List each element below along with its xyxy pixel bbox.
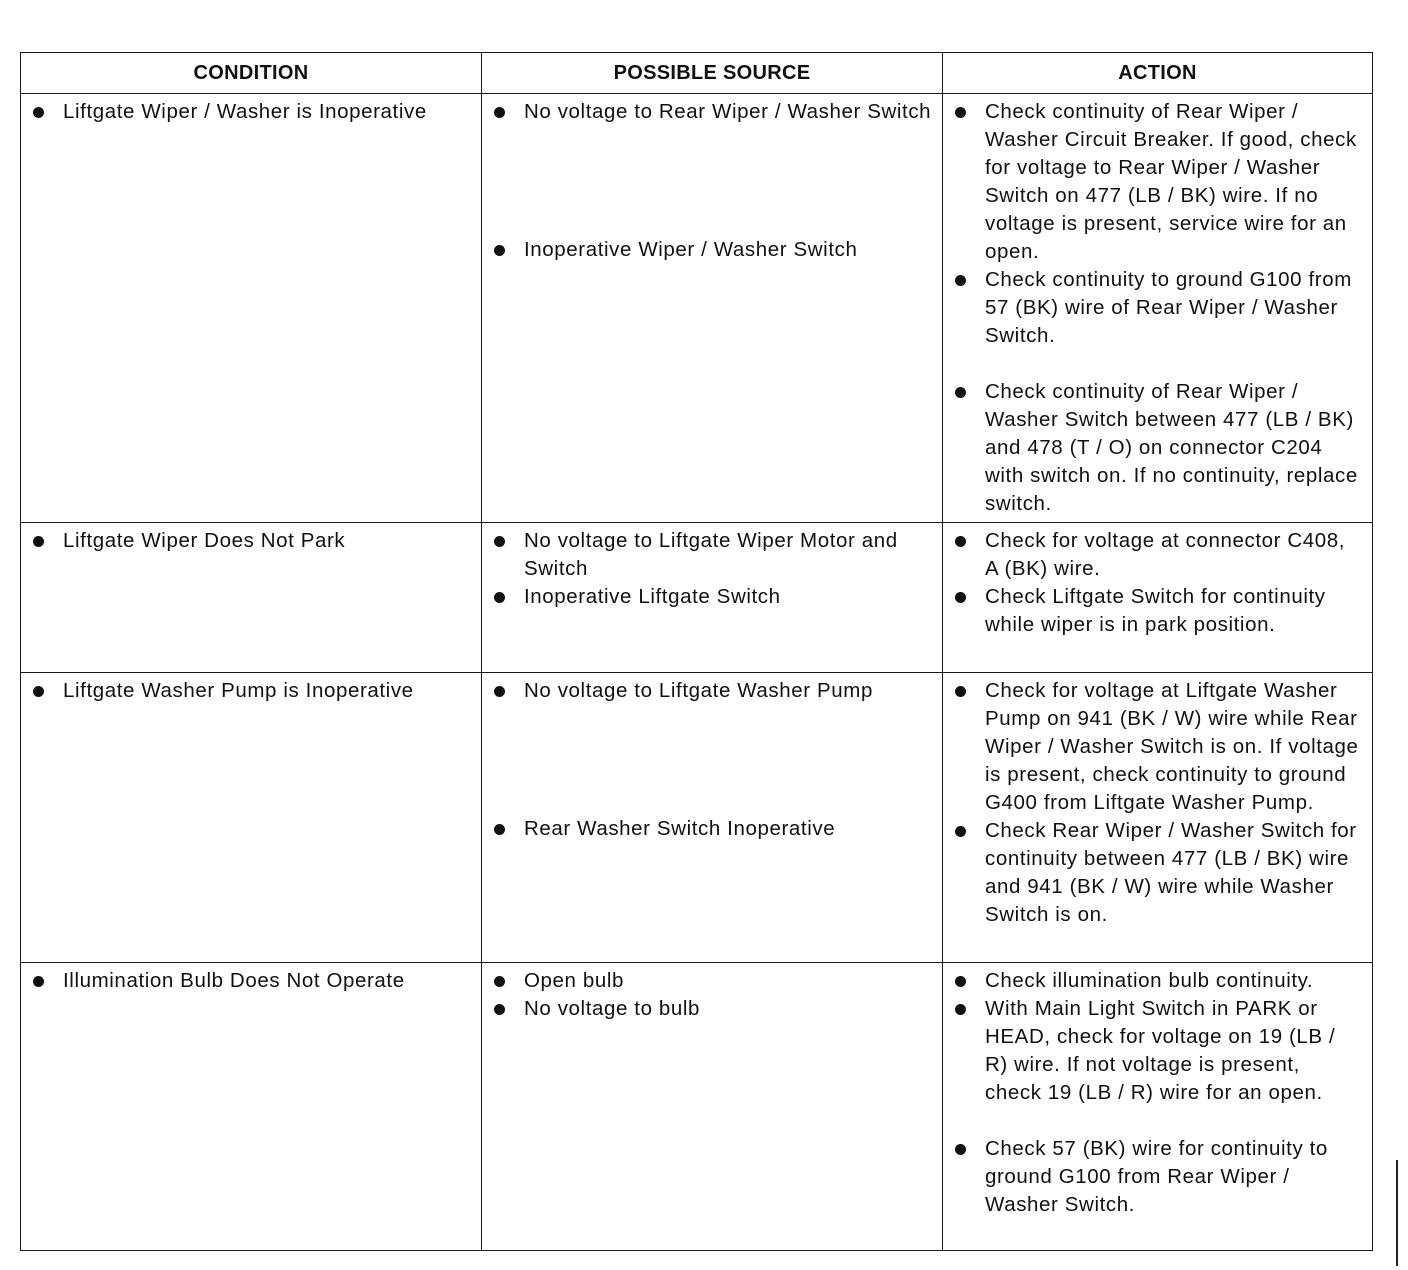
list-item	[29, 527, 471, 555]
list-item	[951, 1135, 1362, 1219]
source-cell	[482, 673, 943, 963]
bullet-icon	[951, 527, 985, 547]
action-text: With Main Light Switch in PARK or HEAD, check for voltage on 19 (LB / R) wire. If not voltage is present, check 19 (LB / R) wire for an open.	[985, 997, 1336, 1104]
page-edge-rule	[1396, 1160, 1398, 1266]
action-cell	[943, 673, 1373, 963]
list-item	[951, 677, 1362, 817]
condition-text: Liftgate Wiper / Washer is Inoperative	[63, 100, 427, 123]
list-item	[490, 815, 932, 843]
action-text: Check Rear Wiper / Washer Switch for continuity between 477 (LB / BK) wire and 941 (BK / W) wire while Washer Switch is on.	[985, 819, 1357, 926]
header-row	[21, 53, 1373, 94]
action-text: Check for voltage at connector C408, A (BK) wire.	[985, 529, 1346, 580]
bullet-icon	[490, 995, 524, 1015]
list-item	[951, 266, 1362, 350]
action-text: Check 57 (BK) wire for continuity to ground G100 from Rear Wiper / Washer Switch.	[985, 1137, 1328, 1216]
list-item	[951, 98, 1362, 266]
table-row	[21, 94, 1373, 523]
bullet-icon	[490, 815, 524, 835]
list-item	[29, 967, 471, 995]
table-row	[21, 963, 1373, 1251]
action-text: Check illumination bulb continuity.	[985, 969, 1314, 992]
bullet-icon	[490, 527, 524, 547]
list-item	[951, 583, 1362, 639]
source-text: Open bulb	[524, 969, 625, 992]
action-cell	[943, 94, 1373, 523]
list-item	[490, 995, 932, 1023]
list-item	[490, 98, 932, 126]
table-row	[21, 673, 1373, 963]
condition-header: CONDITION	[21, 53, 482, 94]
list-item	[490, 677, 932, 705]
diagnosis-table	[20, 52, 1373, 1251]
bullet-icon	[490, 677, 524, 697]
list-item	[951, 995, 1362, 1107]
list-item	[951, 378, 1362, 518]
source-text: No voltage to Rear Wiper / Washer Switch	[524, 100, 932, 123]
action-text: Check continuity of Rear Wiper / Washer Switch between 477 (LB / BK) and 478 (T / O) on connector C204 with switch on. If no continuity, replace switch.	[985, 380, 1358, 515]
list-item	[490, 967, 932, 995]
bullet-icon	[951, 967, 985, 987]
possible-source-header: POSSIBLE SOURCE	[482, 53, 943, 94]
list-item	[490, 236, 932, 264]
source-text: No voltage to bulb	[524, 997, 701, 1020]
source-text: No voltage to Liftgate Wiper Motor and Switch	[524, 529, 898, 580]
bullet-icon	[951, 995, 985, 1015]
list-item	[951, 817, 1362, 929]
bullet-icon	[951, 817, 985, 837]
condition-cell	[21, 963, 482, 1251]
action-text: Check Liftgate Switch for continuity while wiper is in park position.	[985, 585, 1326, 636]
source-cell	[482, 523, 943, 673]
condition-cell	[21, 94, 482, 523]
bullet-icon	[29, 967, 63, 987]
source-text: No voltage to Liftgate Washer Pump	[524, 679, 873, 702]
source-text: Rear Washer Switch Inoperative	[524, 817, 836, 840]
list-item	[951, 967, 1362, 995]
bullet-icon	[490, 98, 524, 118]
bullet-icon	[490, 967, 524, 987]
bullet-icon	[29, 677, 63, 697]
action-cell	[943, 523, 1373, 673]
bullet-icon	[490, 583, 524, 603]
list-item	[490, 583, 932, 611]
bullet-icon	[951, 266, 985, 286]
bullet-icon	[490, 236, 524, 256]
action-cell	[943, 963, 1373, 1251]
bullet-icon	[29, 527, 63, 547]
bullet-icon	[951, 677, 985, 697]
source-text: Inoperative Liftgate Switch	[524, 585, 781, 608]
list-item	[951, 527, 1362, 583]
condition-cell	[21, 523, 482, 673]
bullet-icon	[951, 1135, 985, 1155]
list-item	[29, 98, 471, 126]
action-header: ACTION	[943, 53, 1373, 94]
condition-text: Illumination Bulb Does Not Operate	[63, 969, 405, 992]
source-cell	[482, 963, 943, 1251]
bullet-icon	[951, 378, 985, 398]
condition-text: Liftgate Washer Pump is Inoperative	[63, 679, 414, 702]
bullet-icon	[29, 98, 63, 118]
source-text: Inoperative Wiper / Washer Switch	[524, 238, 858, 261]
table-row	[21, 523, 1373, 673]
bullet-icon	[951, 98, 985, 118]
bullet-icon	[951, 583, 985, 603]
list-item	[29, 677, 471, 705]
condition-text: Liftgate Wiper Does Not Park	[63, 529, 346, 552]
condition-cell	[21, 673, 482, 963]
action-text: Check continuity of Rear Wiper / Washer Circuit Breaker. If good, check for voltage to Rear Wiper / Washer Switch on 477 (LB / BK) wire. If no voltage is present, service wire for an open.	[985, 100, 1357, 263]
source-cell	[482, 94, 943, 523]
action-text: Check continuity to ground G100 from 57 (BK) wire of Rear Wiper / Washer Switch.	[985, 268, 1352, 347]
action-text: Check for voltage at Liftgate Washer Pump on 941 (BK / W) wire while Rear Wiper / Washer Switch is on. If voltage is present, check continuity to ground G400 from Liftgate Washer Pump.	[985, 679, 1359, 814]
list-item	[490, 527, 932, 583]
